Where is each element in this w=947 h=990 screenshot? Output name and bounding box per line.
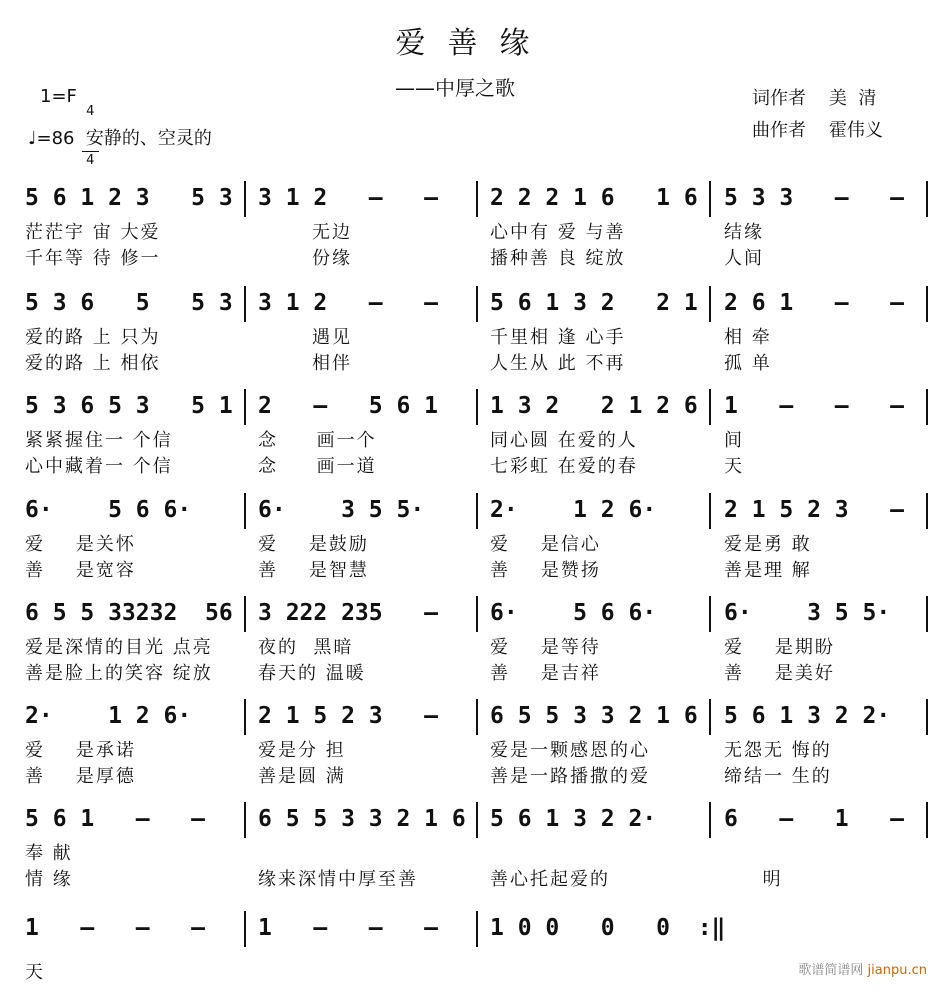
measure-notes: 2· 1 2 6· [490, 497, 657, 523]
lyric-verse-2: 善是一路播撒的爱 [490, 766, 650, 787]
barline [926, 493, 928, 529]
lyric-verse-1: 间 [724, 430, 744, 451]
lyric-verse-1: 爱 是承诺 [25, 740, 136, 761]
lyric-verse-2: 情 缘 [25, 869, 73, 890]
lyric-verse-2: 善 是厚德 [25, 766, 136, 787]
composer: 曲作者 霍伟义 [752, 120, 883, 141]
measure-notes: 3 1 2 – – [258, 185, 439, 211]
lyric-verse-2: 人间 [724, 248, 764, 269]
measure-notes: 6· 5 6 6· [490, 600, 657, 626]
lyric-verse-1: 遇见 [258, 327, 353, 348]
lyric-verse-1: 爱 是鼓励 [258, 534, 369, 555]
measure-notes: 5 6 1 3 2 2· [724, 703, 891, 729]
lyric-verse-1: 茫茫宇 宙 大爱 [25, 222, 161, 243]
measure-notes: 6 5 5 3 3 2 1 6 [490, 703, 698, 729]
song-subtitle: ——中厚之歌 [395, 76, 515, 100]
lyric-verse-2: 善 是吉祥 [490, 663, 601, 684]
barline [244, 699, 246, 735]
lyric-verse-2: 播种善 良 绽放 [490, 248, 626, 269]
lyric-verse-1: 爱 是等待 [490, 637, 601, 658]
lyric-verse-2: 天 [724, 456, 744, 477]
barline [244, 389, 246, 425]
barline [709, 596, 711, 632]
barline [709, 493, 711, 529]
lyric-verse-2: 善 是宽容 [25, 560, 136, 581]
barline [244, 911, 246, 947]
lyric-verse-2: 明 [724, 869, 783, 890]
barline [926, 596, 928, 632]
barline [926, 802, 928, 838]
barline [709, 389, 711, 425]
measure-notes: 5 3 6 5 3 5 1 [25, 393, 233, 419]
barline [244, 802, 246, 838]
time-top: 4 [86, 104, 95, 119]
barline [926, 286, 928, 322]
lyric-verse-1: 紧紧握住一 个信 [25, 430, 173, 451]
tempo-marking: ♩=86 安静的、空灵的 [28, 128, 212, 149]
measure-notes: 2 – 5 6 1 [258, 393, 439, 419]
lyric-verse-2: 春天的 温暖 [258, 663, 366, 684]
measure-notes: 3 222 235 – [258, 600, 439, 626]
measure-notes: 1 – – – [258, 915, 439, 941]
measure-notes: 1 – – – [724, 393, 905, 419]
lyric-verse-1: 爱 是期盼 [724, 637, 835, 658]
barline [709, 286, 711, 322]
measure-notes: 6· 3 5 5· [724, 600, 891, 626]
lyric-verse-2: 善是脸上的笑容 绽放 [25, 663, 213, 684]
barline [926, 389, 928, 425]
lyric-verse-1: 千里相 逢 心手 [490, 327, 626, 348]
barline [926, 699, 928, 735]
lyricist: 词作者 美 清 [752, 88, 877, 109]
lyric-verse-2: 缔结一 生的 [724, 766, 832, 787]
barline [244, 286, 246, 322]
measure-notes: 1 0 0 0 0 :‖ [490, 915, 726, 941]
measure-notes: 5 6 1 2 3 5 3 [25, 185, 233, 211]
barline [476, 389, 478, 425]
lyric-verse-1: 夜的 黑暗 [258, 637, 354, 658]
measure-notes: 6· 5 6 6· [25, 497, 192, 523]
measure-notes: 2 1 5 2 3 – [724, 497, 905, 523]
lyric-verse-1: 爱 是关怀 [25, 534, 136, 555]
watermark [798, 959, 927, 978]
barline [244, 181, 246, 217]
measure-notes: 1 3 2 2 1 2 6 [490, 393, 698, 419]
measure-notes: 2· 1 2 6· [25, 703, 192, 729]
lyric-verse-1: 爱的路 上 只为 [25, 327, 161, 348]
lyric-verse-1: 天 [25, 962, 45, 983]
barline [709, 699, 711, 735]
time-bottom: 4 [82, 151, 99, 168]
lyric-verse-2: 爱的路 上 相依 [25, 353, 161, 374]
lyric-verse-2: 善心托起爱的 [490, 869, 610, 890]
barline [244, 596, 246, 632]
lyric-verse-1: 爱是分 担 [258, 740, 346, 761]
lyric-verse-2: 七彩虹 在爱的春 [490, 456, 638, 477]
measure-notes: 5 6 1 – – [25, 806, 206, 832]
barline [476, 596, 478, 632]
lyric-verse-1: 爱是一颗感恩的心 [490, 740, 650, 761]
lyric-verse-1: 同心圆 在爱的人 [490, 430, 638, 451]
measure-notes: 6 5 5 33232 56 [25, 600, 233, 626]
barline [926, 181, 928, 217]
lyric-verse-2: 孤 单 [724, 353, 772, 374]
lyric-verse-2: 千年等 待 修一 [25, 248, 161, 269]
measure-notes: 2 1 5 2 3 – [258, 703, 439, 729]
lyric-verse-2: 心中藏着一 个信 [25, 456, 173, 477]
measure-notes: 5 3 6 5 5 3 [25, 290, 233, 316]
lyric-verse-2: 善 是智慧 [258, 560, 369, 581]
measure-notes: 5 6 1 3 2 2· [490, 806, 657, 832]
barline [476, 181, 478, 217]
barline [709, 802, 711, 838]
measure-notes: 6· 3 5 5· [258, 497, 425, 523]
barline [476, 911, 478, 947]
measure-notes: 6 – 1 – [724, 806, 905, 832]
barline [476, 493, 478, 529]
lyric-verse-2: 念 画一道 [258, 456, 377, 477]
measure-notes: 1 – – – [25, 915, 206, 941]
lyric-verse-1: 奉 献 [25, 843, 73, 864]
measure-notes: 5 6 1 3 2 2 1 [490, 290, 698, 316]
lyric-verse-2: 相伴 [258, 353, 353, 374]
lyric-verse-2: 善是圆 满 [258, 766, 346, 787]
lyric-verse-1: 爱 是信心 [490, 534, 601, 555]
measure-notes: 2 2 2 1 6 1 6 [490, 185, 698, 211]
barline [476, 286, 478, 322]
lyric-verse-1: 爱是勇 敢 [724, 534, 812, 555]
lyric-verse-2: 份缘 [258, 248, 353, 269]
watermark-site: 歌谱简谱网 [798, 963, 864, 978]
barline [476, 699, 478, 735]
barline [476, 802, 478, 838]
measure-notes: 3 1 2 – – [258, 290, 439, 316]
lyric-verse-2: 善 是美好 [724, 663, 835, 684]
lyric-verse-1: 心中有 爱 与善 [490, 222, 626, 243]
measure-notes: 6 5 5 3 3 2 1 6 [258, 806, 466, 832]
lyric-verse-1: 无边 [258, 222, 353, 243]
lyric-verse-1: 相 牵 [724, 327, 772, 348]
barline [244, 493, 246, 529]
measure-notes: 5 3 3 – – [724, 185, 905, 211]
barline [709, 181, 711, 217]
lyric-verse-2: 缘来深情中厚至善 [258, 869, 418, 890]
key-signature: 1=F [40, 86, 77, 107]
lyric-verse-1: 爱是深情的目光 点亮 [25, 637, 213, 658]
lyric-verse-1: 无怨无 悔的 [724, 740, 832, 761]
lyric-verse-1: 结缘 [724, 222, 764, 243]
lyric-verse-1: 念 画一个 [258, 430, 377, 451]
lyric-verse-2: 人生从 此 不再 [490, 353, 626, 374]
watermark-domain: jianpu.cn [867, 963, 927, 978]
measure-notes: 2 6 1 – – [724, 290, 905, 316]
song-title: 爱善缘 [395, 26, 552, 61]
lyric-verse-2: 善 是赞扬 [490, 560, 601, 581]
lyric-verse-2: 善是理 解 [724, 560, 812, 581]
